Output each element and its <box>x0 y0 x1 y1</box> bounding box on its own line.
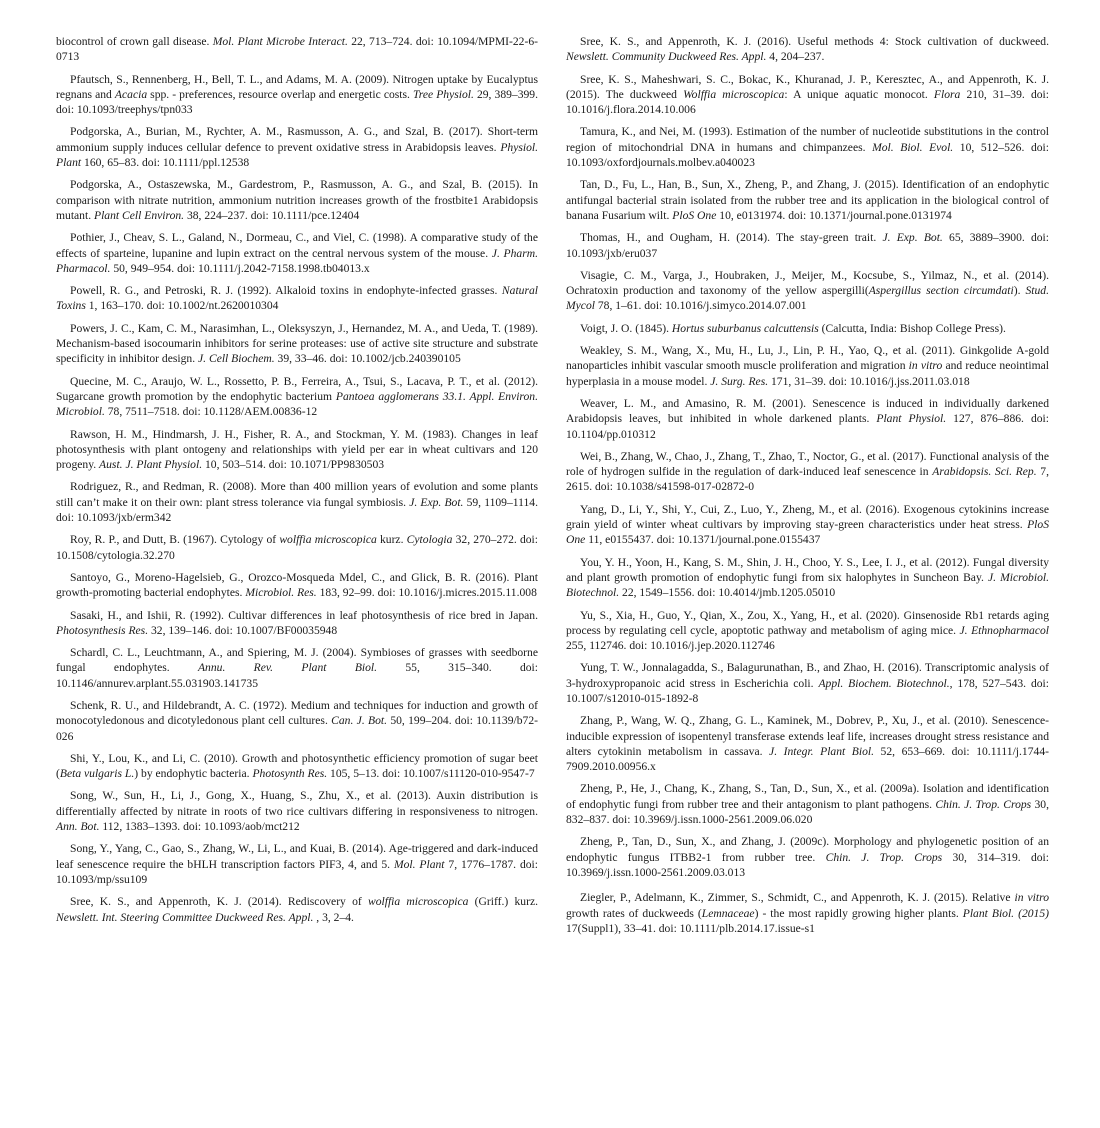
reference-italic-text: Natural Toxins <box>56 284 538 313</box>
reference-text: Pfautsch, S., Rennenberg, H., Bell, T. L., and Adams, M. A. (2009). Nitrogen uptake by Eucalyptus regnans and <box>56 72 538 101</box>
reference-text: Sree, K. S., and Appenroth, K. J. (2016). Useful methods 4: Stock cultivation of duckweed. <box>580 35 1049 48</box>
reference-italic-text: Aspergillus section circumdati <box>868 284 1014 298</box>
reference-text: Podgorska, A., Burian, M., Rychter, A. M., Rasmusson, A. G., and Szal, B. (2017). Short-term ammonium supply induces cellular defence to prevent oxidative stress in Arabidopsis leaves. <box>56 125 538 154</box>
reference-entry <box>56 283 538 314</box>
reference-text: 127, 876–886. doi: 10.1104/pp.010312 <box>566 412 1049 441</box>
reference-entry <box>566 449 1049 495</box>
reference-text: Roy, R. P., and Dutt, B. (1967). Cytology of <box>70 533 280 547</box>
reference-text: ) - the most rapidly growing higher plants. <box>754 906 963 920</box>
reference-text: 39, 33–46. doi: 10.1002/jcb.240390105 <box>274 352 461 366</box>
reference-italic-text: Newslett. Community Duckweed Res. Appl. <box>566 50 767 64</box>
reference-text: 50, 949–954. doi: 10.1111/j.2042-7158.1998.tb04013.x <box>110 261 370 275</box>
reference-text: Tan, D., Fu, L., Han, B., Sun, X., Zheng, P., and Zhang, J. (2015). Identification of an endophytic antifungal bacterial strain isolated from the rubber tree and its application in the biological control of banana Fusarium wilt. <box>566 178 1049 222</box>
reference-entry <box>56 321 538 367</box>
reference-italic-text: Chin. J. Trop. Crops <box>935 797 1032 811</box>
reference-text: 105, 5–13. doi: 10.1007/s11120-010-9547-7 <box>327 767 535 781</box>
reference-text: 65, 3889–3900. doi: 10.1093/jxb/eru037 <box>566 231 1050 260</box>
reference-entry <box>566 834 1049 880</box>
reference-text: Schardl, C. L., Leuchtmann, A., and Spiering, M. J. (2004). Symbioses of grasses with seedborne fungal endophytes. <box>56 646 538 675</box>
reference-text: Zheng, P., Tan, D., Sun, X., and Zhang, J. (2009c). Morphology and phylogenetic position of an endophytic fungus ITBB2-1 from rubber tree. <box>566 835 1049 864</box>
reference-text: 50, 199–204. doi: 10.1139/b72-026 <box>56 714 538 743</box>
reference-text: Thomas, H., and Ougham, H. (2014). The stay-green trait. <box>580 231 883 245</box>
reference-entry <box>566 124 1049 170</box>
reference-italic-text: Photosynth Res. <box>252 767 328 781</box>
reference-entry <box>56 230 538 276</box>
reference-entry <box>566 890 1049 936</box>
reference-entry <box>56 608 538 639</box>
reference-text: 7, 1776–1787. doi: 10.1093/mp/ssu109 <box>56 857 538 886</box>
reference-text: spp. - preferences, resource overlap and energetic costs. <box>147 87 413 101</box>
reference-italic-text: Plant Cell Environ. <box>94 208 185 222</box>
reference-italic-text: Mol. Biol. Evol. <box>872 140 954 154</box>
reference-entry <box>56 751 538 782</box>
reference-italic-text: J. Microbiol. Biotechnol. <box>566 570 1049 600</box>
reference-column-left <box>56 34 538 932</box>
reference-text: 55, 315–340. doi: 10.1146/annurev.arplant.55.031903.141735 <box>56 661 539 690</box>
reference-italic-text: Photosynthesis Res. <box>56 623 149 637</box>
reference-text: biocontrol of crown gall disease. <box>56 35 213 48</box>
reference-italic-text: J. Exp. Bot. <box>882 231 943 245</box>
reference-italic-text: Tree Physiol. <box>412 87 474 101</box>
reference-text: Weakley, S. M., Wang, X., Mu, H., Lu, J., Lin, P. H., Yao, Q., et al. (2011). Ginkgolide A-gold nanoparticles inhibit vascular smooth muscle proliferation and migration <box>566 344 1049 373</box>
reference-text: You, Y. H., Yoon, H., Kang, S. M., Shin, J. H., Choo, Y. S., Lee, I. J., et al. (2012). Fungal diversity and plant growth promotion of endophytic fungi from six halophytes in Suncheon Bay. <box>566 555 1049 584</box>
reference-entry <box>566 608 1049 654</box>
reference-text: 22, 1549–1556. doi: 10.4014/jmb.1205.05010 <box>619 586 836 600</box>
reference-text: Sree, K. S., Maheshwari, S. C., Bokac, K., Khuranad, J. P., Keresztec, A., and Appenroth, K. J. (2015). The duckweed <box>566 72 1049 101</box>
reference-text: growth rates of duckweeds ( <box>566 906 702 920</box>
reference-entry <box>56 894 538 925</box>
reference-entry <box>56 177 538 223</box>
reference-text: 30, 832–837. doi: 10.3969/j.issn.1000-2561.2009.06.020 <box>566 797 1049 827</box>
reference-text: Pothier, J., Cheav, S. L., Galand, N., Dormeau, C., and Viel, C. (1998). A comparative study of the effects of sparteine, lupanine and lupin extract on the central nervous system of the mouse. <box>56 231 538 260</box>
reference-text: 171, 31–39. doi: 10.1016/j.jss.2011.03.018 <box>768 374 970 388</box>
reference-italic-text: Chin. J. Trop. Crops <box>825 850 943 864</box>
reference-entry <box>566 660 1049 706</box>
reference-text: 4, 204–237. <box>766 50 825 64</box>
reference-italic-text: Plant Physiol. <box>876 412 947 426</box>
reference-entry <box>56 698 538 744</box>
reference-entry <box>56 479 538 525</box>
reference-italic-text: J. Pharm. Pharmacol. <box>56 246 538 275</box>
reference-italic-text: J. Ethnopharmacol <box>959 623 1050 637</box>
reference-text: 17(Suppl1), 33–41. doi: 10.1111/plb.2014.17.issue-s1 <box>566 921 815 935</box>
reference-text: Song, W., Sun, H., Li, J., Gong, X., Huang, S., Zhu, X., et al. (2013). Auxin distribution is differentially affected by nitrate in roots of two rice cultivars differing in responsiveness to nitrogen. <box>56 789 538 818</box>
reference-italic-text: Microbiol. Res. <box>245 586 317 600</box>
reference-italic-text: PloS One <box>672 208 717 222</box>
reference-entry <box>56 788 538 834</box>
reference-entry <box>56 532 538 563</box>
reference-text: , 3, 2–4. <box>313 910 354 924</box>
reference-italic-text: Flora <box>933 87 961 101</box>
reference-text: Santoyo, G., Moreno-Hagelsieb, G., Orozco-Mosqueda Mdel, C., and Glick, B. R. (2016). Plant growth-promoting bacterial endophytes. <box>56 570 538 600</box>
reference-text: 32, 139–146. doi: 10.1007/BF00035948 <box>148 623 338 637</box>
reference-text: 22, 713–724. doi: 10.1094/MPMI-22-6-0713 <box>56 35 538 64</box>
reference-entry <box>566 396 1049 442</box>
reference-text: 210, 31–39. doi: 10.1016/j.flora.2014.10.006 <box>566 87 1049 117</box>
reference-text: 10, e0131974. doi: 10.1371/journal.pone.0131974 <box>716 208 952 222</box>
reference-text: 78, 7511–7518. doi: 10.1128/AEM.00836-12 <box>104 405 318 419</box>
reference-text: Sasaki, H., and Ishii, R. (1992). Cultivar differences in leaf photosynthesis of rice bred in Japan. <box>70 608 538 622</box>
reference-italic-text: Aust. J. Plant Physiol. <box>99 458 203 472</box>
reference-entry <box>56 374 538 420</box>
reference-text: ) by endophytic bacteria. <box>134 767 253 781</box>
reference-entry <box>566 555 1049 601</box>
reference-text: 1, 163–170. doi: 10.1002/nt.2620010304 <box>85 299 279 313</box>
reference-entry <box>566 343 1049 389</box>
reference-text: , 178, 527–543. doi: 10.1007/s12010-015-1892-8 <box>566 676 1049 705</box>
reference-text: 10, 512–526. doi: 10.1093/oxfordjournals.molbev.a040023 <box>566 140 1049 170</box>
reference-text: Yung, T. W., Jonnalagadda, S., Balagurunathan, B., and Zhao, H. (2016). Transcriptomic analysis of 3-hydroxypropanoic acid stress in Escherichia coli. <box>566 661 1049 690</box>
reference-italic-text: Physiol. Plant <box>56 140 538 170</box>
reference-italic-text: Cytologia <box>406 533 453 547</box>
reference-text: 11, e0155437. doi: 10.1371/journal.pone.0155437 <box>585 533 821 547</box>
reference-text: (Griff.) kurz. <box>468 895 538 909</box>
reference-text: Rawson, H. M., Hindmarsh, J. H., Fisher, R. A., and Stockman, Y. M. (1983). Changes in leaf photosynthesis with plant ontogeny and relationships with yield per ear in wheat cultivars and 120 progeny. <box>56 427 538 472</box>
reference-text: Weaver, L. M., and Amasino, R. M. (2001). Senescence is induced in individually darkened Arabidopsis leaves, but inhibited in whole darkened plants. <box>566 396 1049 426</box>
reference-text: Rodriguez, R., and Redman, R. (2008). More than 400 million years of evolution and some plants still can’t make it on their own: plant stress tolerance via fungal symbiosis. <box>56 480 538 509</box>
reference-text: 10, 503–514. doi: 10.1071/PP9830503 <box>202 458 385 472</box>
reference-italic-text: J. Integr. Plant Biol. <box>769 744 875 758</box>
reference-text: Yang, D., Li, Y., Shi, Y., Cui, Z., Luo, Y., Zheng, M., et al. (2016). Exogenous cytokinins increase grain yield of winter wheat cultivars by improving stay-green characteristics under heat stress. <box>566 502 1049 532</box>
reference-text: 52, 653–669. doi: 10.1111/j.1744-7909.2010.00956.x <box>566 744 1049 774</box>
reference-text: Visagie, C. M., Varga, J., Houbraken, J., Meijer, M., Kocsube, S., Yilmaz, N., et al. (2014). Ochratoxin production and taxonomy of the yellow aspergilli( <box>566 268 1049 298</box>
reference-italic-text: PloS One <box>566 518 1049 547</box>
reference-text: : A unique aquatic monocot. <box>784 87 934 101</box>
reference-italic-text: wolffia microscopica <box>279 533 377 547</box>
reference-text: 112, 1383–1393. doi: 10.1093/aob/mct212 <box>99 820 300 834</box>
reference-text: Powers, J. C., Kam, C. M., Narasimhan, L., Oleksyszyn, J., Hernandez, M. A., and Ueda, T. (1989). Mechanism-based isocoumarin inhibitors for serine proteases: use of active site structure and substrate specificity in inhibitor design. <box>56 321 538 366</box>
reference-entry <box>566 34 1049 65</box>
reference-text: 78, 1–61. doi: 10.1016/j.simyco.2014.07.001 <box>594 299 807 313</box>
reference-italic-text: Stud. Mycol <box>566 284 1049 313</box>
reference-column-right <box>566 34 1049 943</box>
reference-italic-text: Annu. Rev. Plant Biol. <box>197 661 378 675</box>
reference-text: Podgorska, A., Ostaszewska, M., Gardestrom, P., Rasmusson, A. G., and Szal, B. (2015). In comparison with nitrate nutrition, ammonium nutrition increases growth of the frostbite1 Arabidopsis mutant. <box>56 178 538 222</box>
reference-entry <box>566 177 1049 223</box>
reference-italic-text: J. Surg. Res. <box>710 374 769 388</box>
reference-entry <box>566 72 1049 118</box>
reference-italic-text: Acacia <box>114 87 148 101</box>
reference-text: Tamura, K., and Nei, M. (1993). Estimation of the number of nucleotide substitutions in the control region of mitochondrial DNA in humans and chimpanzees. <box>566 125 1049 154</box>
reference-text: Ziegler, P., Adelmann, K., Zimmer, S., Schmidt, C., and Appenroth, K. J. (2015). Relative <box>580 891 1015 905</box>
reference-text: 255, 112746. doi: 10.1016/j.jep.2020.112746 <box>566 639 775 653</box>
reference-text: 183, 92–99. doi: 10.1016/j.micres.2015.11.008 <box>316 586 537 600</box>
reference-text: Song, Y., Yang, C., Gao, S., Zhang, W., Li, L., and Kuai, B. (2014). Age-triggered and dark-induced leaf senescence require the bHLH transcription factors PIF3, 4, and 5. <box>56 842 538 871</box>
reference-italic-text: in vitro <box>1014 891 1049 905</box>
reference-italic-text: Mol. Plant <box>393 857 445 871</box>
reference-entry <box>56 841 538 887</box>
reference-italic-text: Mol. Plant Microbe Interact. <box>212 35 348 48</box>
reference-text: kurz. <box>376 533 407 547</box>
reference-text: Schenk, R. U., and Hildebrandt, A. C. (1972). Medium and techniques for induction and growth of monocotyledonous and dicotyledonous plant cell cultures. <box>56 698 538 728</box>
reference-text: Wei, B., Zhang, W., Chao, J., Zhang, T., Zhao, T., Noctor, G., et al. (2017). Functional analysis of the role of hydrogen sulfide in the regulation of dark-induced leaf senescence in <box>566 449 1049 479</box>
reference-italic-text: J. Cell Biochem. <box>198 352 275 366</box>
reference-text: Sree, K. S., and Appenroth, K. J. (2014). Rediscovery of <box>70 895 368 909</box>
reference-text: Quecine, M. C., Araujo, W. L., Rossetto, P. B., Ferreira, A., Tsui, S., Lacava, P. T., et al. (2012). Sugarcane growth promotion by the endophytic bacterium <box>56 374 538 403</box>
reference-italic-text: Wolffia microscopica <box>683 87 785 101</box>
reference-entry <box>56 570 538 601</box>
reference-text: ). <box>1013 284 1026 298</box>
reference-text: 32, 270–272. doi: 10.1508/cytologia.32.270 <box>56 533 538 562</box>
reference-text: Yu, S., Xia, H., Guo, Y., Qian, X., Zou, X., Yang, H., et al. (2020). Ginsenoside Rb1 retards aging process by regulating cell cycle, apoptotic pathway and metabolism of aging mice. <box>566 608 1049 637</box>
reference-text: 30, 314–319. doi: 10.3969/j.issn.1000-2561.2009.03.013 <box>566 850 1049 879</box>
reference-italic-text: in vitro <box>908 359 943 373</box>
reference-entry <box>566 781 1049 827</box>
reference-italic-text: Newslett. Int. Steering Committee Duckweed Res. Appl. <box>56 910 314 924</box>
reference-text: 59, 1109–1114. doi: 10.1093/jxb/erm342 <box>56 495 538 525</box>
reference-entry <box>566 502 1049 548</box>
reference-italic-text: Hortus suburbanus calcuttensis <box>671 321 819 335</box>
reference-text: 38, 224–237. doi: 10.1111/pce.12404 <box>184 208 360 222</box>
reference-entry <box>56 645 538 691</box>
reference-text: Zheng, P., He, J., Chang, K., Zhang, S., Tan, D., Sun, X., et al. (2009a). Isolation and identification of endophytic fungi from rubber tree and their antagonism to plant pathogens. <box>566 782 1049 811</box>
reference-italic-text: Plant Biol. (2015) <box>962 906 1049 920</box>
reference-italic-text: Can. J. Bot. <box>331 714 388 728</box>
reference-italic-text: Appl. Biochem. Biotechnol. <box>818 676 950 690</box>
reference-italic-text: Pantoea agglomerans 33.1. Appl. Environ. Microbiol. <box>56 389 538 419</box>
reference-italic-text: Lemnaceae <box>701 906 755 920</box>
reference-entry <box>56 72 538 118</box>
reference-text: Voigt, J. O. (1845). <box>580 321 672 335</box>
reference-entry <box>56 34 538 65</box>
reference-entry <box>566 230 1049 261</box>
reference-entry <box>566 321 1049 336</box>
reference-text: 29, 389–399. doi: 10.1093/treephys/tpn033 <box>56 87 538 117</box>
reference-italic-text: wolffia microscopica <box>367 895 469 909</box>
reference-entry <box>56 427 538 473</box>
reference-text: Shi, Y., Lou, K., and Li, C. (2010). Growth and photosynthetic efficiency promotion of sugar beet ( <box>56 751 538 781</box>
reference-text: 160, 65–83. doi: 10.1111/ppl.12538 <box>81 156 250 170</box>
reference-italic-text: Arabidopsis. Sci. Rep. <box>932 465 1037 479</box>
reference-italic-text: Ann. Bot. <box>56 820 100 834</box>
reference-entry <box>566 268 1049 314</box>
reference-text: 7, 2615. doi: 10.1038/s41598-017-02872-0 <box>566 465 1050 494</box>
reference-text: and reduce neointimal hyperplasia in a mouse model. <box>566 359 1049 388</box>
reference-entry <box>56 124 538 170</box>
reference-italic-text: Beta vulgaris L. <box>59 767 135 781</box>
reference-text: (Calcutta, India: Bishop College Press). <box>818 321 1006 335</box>
reference-italic-text: J. Exp. Bot. <box>409 495 464 509</box>
reference-text: Powell, R. G., and Petroski, R. J. (1992). Alkaloid toxins in endophyte-infected grasses. <box>70 284 502 298</box>
reference-text: Zhang, P., Wang, W. Q., Zhang, G. L., Kaminek, M., Dobrev, P., Xu, J., et al. (2010). Senescence-inducible expression of isopentenyl transferase extends leaf life, increases drought stress resistance and alters cytokinin metabolism in cassava. <box>566 714 1049 758</box>
reference-entry <box>566 713 1049 774</box>
